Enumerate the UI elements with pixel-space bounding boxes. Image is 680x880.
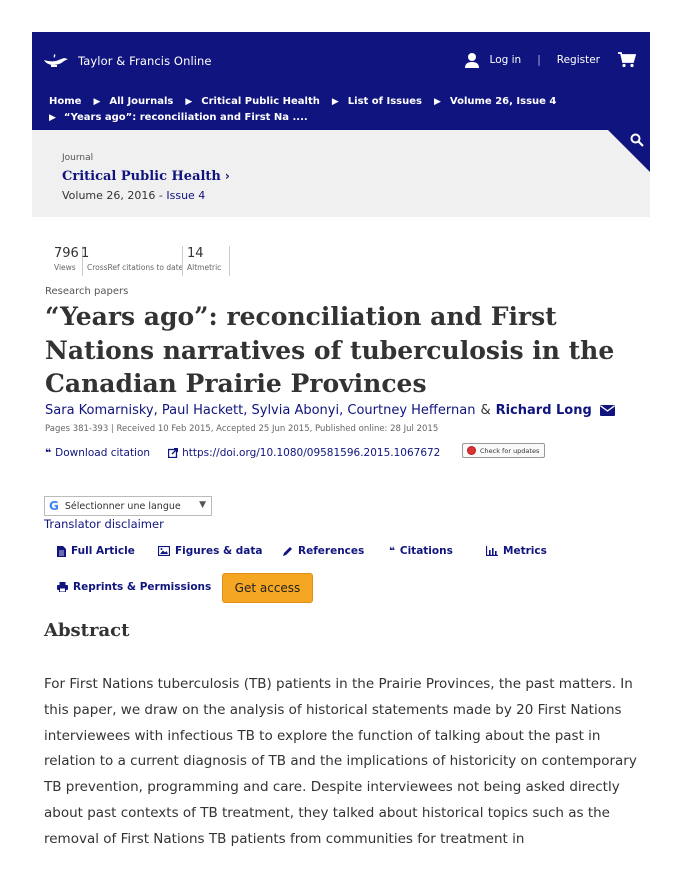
corresponding-author[interactable]: Richard Long bbox=[495, 403, 592, 418]
user-icon bbox=[464, 52, 480, 68]
tab-citations-label: Citations bbox=[399, 545, 453, 557]
doi-url: https://doi.org/10.1080/09581596.2015.1067672 bbox=[182, 447, 441, 459]
site-header bbox=[32, 32, 650, 92]
breadcrumb bbox=[32, 92, 650, 130]
abstract-text: For First Nations tuberculosis (TB) patients in the Prairie Provinces, the past matters. In this paper, we draw on the analysis of historical statements made by 20 First Nations interviewees with infectious TB to explore the function of talking about the past in relation to a current diagnosis of TB and the implications of historicity on contemporary TB prevention, programming and care. Despite interviewees not being asked directly about past contexts of TB treatment, they talked about historical topics such as the removal of First Nations TB patients from communities for treatment in bbox=[44, 676, 637, 847]
views-label: Views bbox=[54, 263, 76, 272]
breadcrumb-row bbox=[49, 112, 308, 123]
journal-title[interactable] bbox=[62, 169, 230, 184]
language-select[interactable] bbox=[44, 496, 212, 516]
crossref-metric[interactable] bbox=[82, 246, 182, 276]
tf-lamp-logo-icon bbox=[42, 54, 72, 68]
check-for-updates-label: Check for updates bbox=[480, 446, 540, 455]
translator-disclaimer-link[interactable]: Translator disclaimer bbox=[44, 517, 164, 531]
crossref-label: CrossRef citations to date bbox=[87, 263, 184, 272]
journal-banner bbox=[32, 130, 650, 217]
breadcrumb-arrow-icon: ▶ bbox=[185, 96, 193, 107]
site-logo[interactable] bbox=[42, 54, 212, 68]
tab-references-label: References bbox=[298, 545, 365, 557]
altmetric-label: Altmetric bbox=[187, 263, 222, 272]
tab-reprints[interactable] bbox=[57, 581, 211, 593]
tab-metrics[interactable] bbox=[486, 545, 547, 557]
tab-references[interactable] bbox=[282, 545, 364, 557]
publication-history: Pages 381-393 | Received 10 Feb 2015, Accepted 25 Jun 2015, Published online: 28 Jul 2015 bbox=[45, 424, 439, 434]
chevron-right-icon: › bbox=[224, 169, 230, 183]
tab-metrics-label: Metrics bbox=[503, 545, 547, 557]
google-g-icon: G bbox=[49, 499, 59, 513]
mail-icon[interactable] bbox=[600, 405, 615, 416]
breadcrumb-current: “Years ago”: reconciliation and First Na .... bbox=[63, 112, 308, 123]
tab-reprints-label: Reprints & Permissions bbox=[73, 581, 212, 593]
crossmark-icon bbox=[467, 446, 476, 455]
breadcrumb-row bbox=[49, 96, 556, 107]
breadcrumb-arrow-icon: ▶ bbox=[331, 96, 339, 107]
language-select-label: Sélectionner une langue bbox=[64, 500, 181, 512]
views-count: 796 bbox=[54, 246, 79, 261]
breadcrumb-journal[interactable]: Critical Public Health bbox=[201, 96, 320, 107]
article-type: Research papers bbox=[45, 286, 129, 297]
account-separator: | bbox=[537, 54, 541, 66]
journal-volume bbox=[62, 189, 205, 202]
breadcrumb-arrow-icon: ▶ bbox=[93, 96, 101, 107]
doi-link[interactable] bbox=[168, 447, 440, 459]
quote-icon: ❝ bbox=[45, 447, 52, 459]
login-link[interactable]: Log in bbox=[489, 54, 522, 66]
article-metrics bbox=[54, 246, 230, 276]
article-title: “Years ago”: reconciliation and First Nations narratives of tuberculosis in the Canadian Prairie Provinces bbox=[45, 302, 615, 398]
citation-row bbox=[45, 447, 440, 459]
tab-full-article-label: Full Article bbox=[71, 545, 135, 557]
tab-full-article[interactable] bbox=[57, 545, 135, 557]
tab-figures[interactable] bbox=[158, 545, 263, 557]
account-links bbox=[464, 52, 636, 68]
breadcrumb-all-journals[interactable]: All Journals bbox=[109, 96, 174, 107]
journal-label: Journal bbox=[62, 153, 94, 163]
altmetric-count: 14 bbox=[187, 246, 204, 261]
breadcrumb-issue[interactable]: Volume 26, Issue 4 bbox=[449, 96, 557, 107]
bar-chart-icon bbox=[486, 546, 498, 556]
get-access-button[interactable]: Get access bbox=[222, 573, 313, 603]
altmetric-metric[interactable] bbox=[182, 246, 230, 276]
breadcrumb-home[interactable]: Home bbox=[49, 96, 82, 107]
external-link-icon bbox=[168, 448, 178, 458]
quote-icon: ❝ bbox=[389, 545, 395, 557]
search-icon[interactable] bbox=[630, 133, 644, 147]
breadcrumb-arrow-icon: ▶ bbox=[433, 96, 441, 107]
cart-icon[interactable] bbox=[618, 52, 636, 68]
breadcrumb-list-of-issues[interactable]: List of Issues bbox=[347, 96, 422, 107]
journal-title-text[interactable]: Critical Public Health bbox=[62, 169, 221, 184]
issue-link[interactable]: Issue 4 bbox=[166, 189, 206, 202]
image-icon bbox=[158, 546, 170, 556]
register-link[interactable]: Register bbox=[556, 54, 600, 66]
check-for-updates-button[interactable] bbox=[462, 443, 545, 458]
file-icon bbox=[57, 546, 66, 557]
print-icon bbox=[57, 582, 68, 592]
abstract-heading: Abstract bbox=[44, 620, 130, 641]
tab-citations[interactable] bbox=[389, 545, 453, 557]
tab-figures-label: Figures & data bbox=[175, 545, 263, 557]
download-citation-label: Download citation bbox=[55, 447, 151, 459]
pencil-icon bbox=[282, 546, 293, 557]
brand-name: Taylor & Francis Online bbox=[78, 54, 212, 68]
volume-text: Volume 26, 2016 - bbox=[62, 189, 167, 202]
dropdown-arrow-icon: ▼ bbox=[199, 500, 206, 510]
crossref-count: 1 bbox=[81, 246, 90, 261]
author-list bbox=[45, 403, 615, 418]
breadcrumb-arrow-icon: ▶ bbox=[49, 112, 56, 123]
download-citation-link[interactable] bbox=[45, 447, 150, 459]
author-ampersand: & bbox=[480, 403, 491, 418]
author-links[interactable]: Sara Komarnisky, Paul Hackett, Sylvia Abonyi, Courtney Heffernan bbox=[45, 403, 476, 418]
views-metric bbox=[54, 246, 82, 276]
